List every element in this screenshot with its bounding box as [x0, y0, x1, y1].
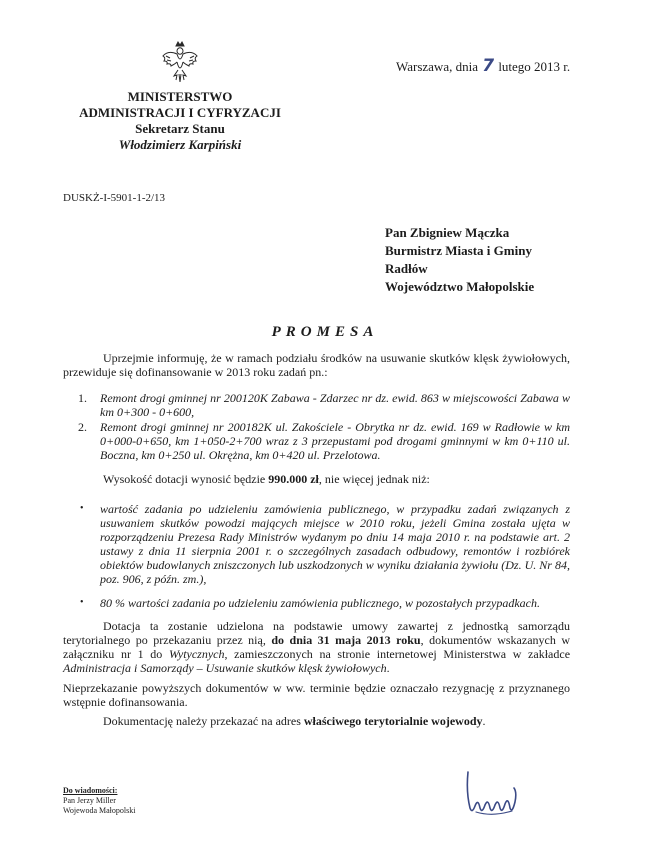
intro-paragraph: Uprzejmie informuję, że w ramach podziału środków na usuwanie skutków klęsk żywiołowych, przewiduje się dofinansowanie w 2013 roku zadań pn.:: [63, 351, 570, 379]
submission-deadline: do dnia 31 maja 2013 roku: [271, 633, 421, 647]
documents-recipient: właściwego terytorialnie wojewody: [303, 714, 483, 728]
nonsubmission-paragraph: Nieprzekazanie powyższych dokumentów w ww. terminie będzie oznaczało rezygnację z przyznanego wstępnie dofinansowania.: [63, 681, 570, 709]
document-title: PROMESA: [271, 324, 379, 340]
official-position: Sekretarz Stanu: [135, 121, 225, 136]
date-day-handwritten: 7: [482, 56, 495, 76]
task-text: Remont drogi gminnej nr 200182K ul. Zakościele - Obrytka nr dz. ewid. 169 w Radłowie w km 0+000-0+650, km 1+050-2+700 wraz z 3 przepustami pod drogami gminnymi w km 0+110 ul. Boczna, km 0+250 ul. Okrężna, km 0+420 ul. Przelotowa.: [100, 420, 570, 462]
condition-list-item: [80, 502, 570, 586]
reference-number: DUSKŻ-I-5901-1-2/13: [63, 192, 166, 204]
addressee-town: Radłów: [385, 261, 428, 276]
condition-text: wartość zadania po udzieleniu zamówienia publicznego, w przypadku zadań związanych z usuwaniem skutków powodzi mających miejsce w 2010 roku, jeżeli Gmina została ujęta w rozporządzeniu Prezesa Rady Ministrów wydanym po dniu 14 maja 2010 r. na podstawie art. 2 ustawy z dnia 11 sierpnia 2001 r. o szczególnych zasadach odbudowy, remontów i rozbiórek obiektów budowlanych zniszczonych lub uszkodzonych w wyniku działania żywiołu (Dz. U. Nr 84, poz. 906, z późn. zm.),: [100, 502, 570, 586]
bullet-icon: •: [80, 503, 84, 514]
cc-heading: Do wiadomości:: [63, 786, 118, 795]
subsidy-text-2: , dokumentów wskazanych w załączniku nr 1 do: [63, 633, 571, 661]
cc-recipient-name: Pan Jerzy Miller: [63, 796, 116, 805]
task-list-item: [78, 420, 570, 462]
cc-block: [63, 786, 135, 816]
task-number: 2.: [78, 420, 87, 434]
guidelines-reference: Wytycznych: [168, 647, 225, 661]
handwritten-signature: [462, 768, 522, 820]
addressee-name: Pan Zbigniew Mączka: [385, 225, 510, 240]
task-list-item: [78, 391, 570, 419]
ministry-name-line1: MINISTERSTWO: [127, 89, 233, 104]
subsidy-text-3: , zamieszczonych na stronie internetowej Ministerstwa w zakładce: [224, 647, 571, 661]
documents-paragraph: [63, 714, 570, 728]
addressee-region: Województwo Małopolskie: [385, 279, 535, 294]
eagle-emblem-icon: [160, 40, 200, 84]
subsidy-text-4: .: [386, 661, 390, 675]
task-text: Remont drogi gminnej nr 200120K Zabawa - Zdarzec nr dz. ewid. 863 w miejscowości Zabawa w km 0+300 - 0+600,: [100, 391, 570, 419]
task-number: 1.: [78, 391, 87, 405]
condition-list-item: [80, 596, 570, 610]
cc-recipient-title: Wojewoda Małopolski: [63, 806, 136, 815]
ministry-name-line2: ADMINISTRACJI I CYFRYZACJI: [79, 105, 281, 120]
ministry-header: [60, 89, 300, 153]
subsidy-paragraph: [63, 619, 570, 675]
documents-prefix: Dokumentację należy przekazać na adres: [103, 714, 301, 728]
addressee-title: Burmistrz Miasta i Gminy: [385, 243, 532, 258]
official-name: Włodzimierz Karpiński: [118, 137, 242, 152]
subsidy-text-1: Dotacja ta zostanie udzielona na podstawie umowy zawartej z jednostką samorządu terytorialnego po przekazaniu przez nią,: [63, 619, 570, 647]
date-prefix: Warszawa, dnia: [396, 59, 478, 74]
condition-text: 80 % wartości zadania po udzieleniu zamówienia publicznego, w pozostałych przypadkach.: [100, 596, 540, 610]
grant-amount: 990.000 zł: [268, 472, 319, 486]
addressee-block: [385, 224, 534, 296]
website-tab-reference: Administracja i Samorządy – Usuwanie skutków klęsk żywiołowych: [63, 661, 387, 675]
documents-suffix: .: [482, 714, 486, 728]
letter-date: [396, 56, 570, 76]
grant-suffix: , nie więcej jednak niż:: [318, 472, 430, 486]
grant-paragraph: [63, 472, 570, 486]
bullet-icon: •: [80, 597, 84, 608]
date-suffix: lutego 2013 r.: [498, 59, 571, 74]
grant-prefix: Wysokość dotacji wynosić będzie: [103, 472, 266, 486]
